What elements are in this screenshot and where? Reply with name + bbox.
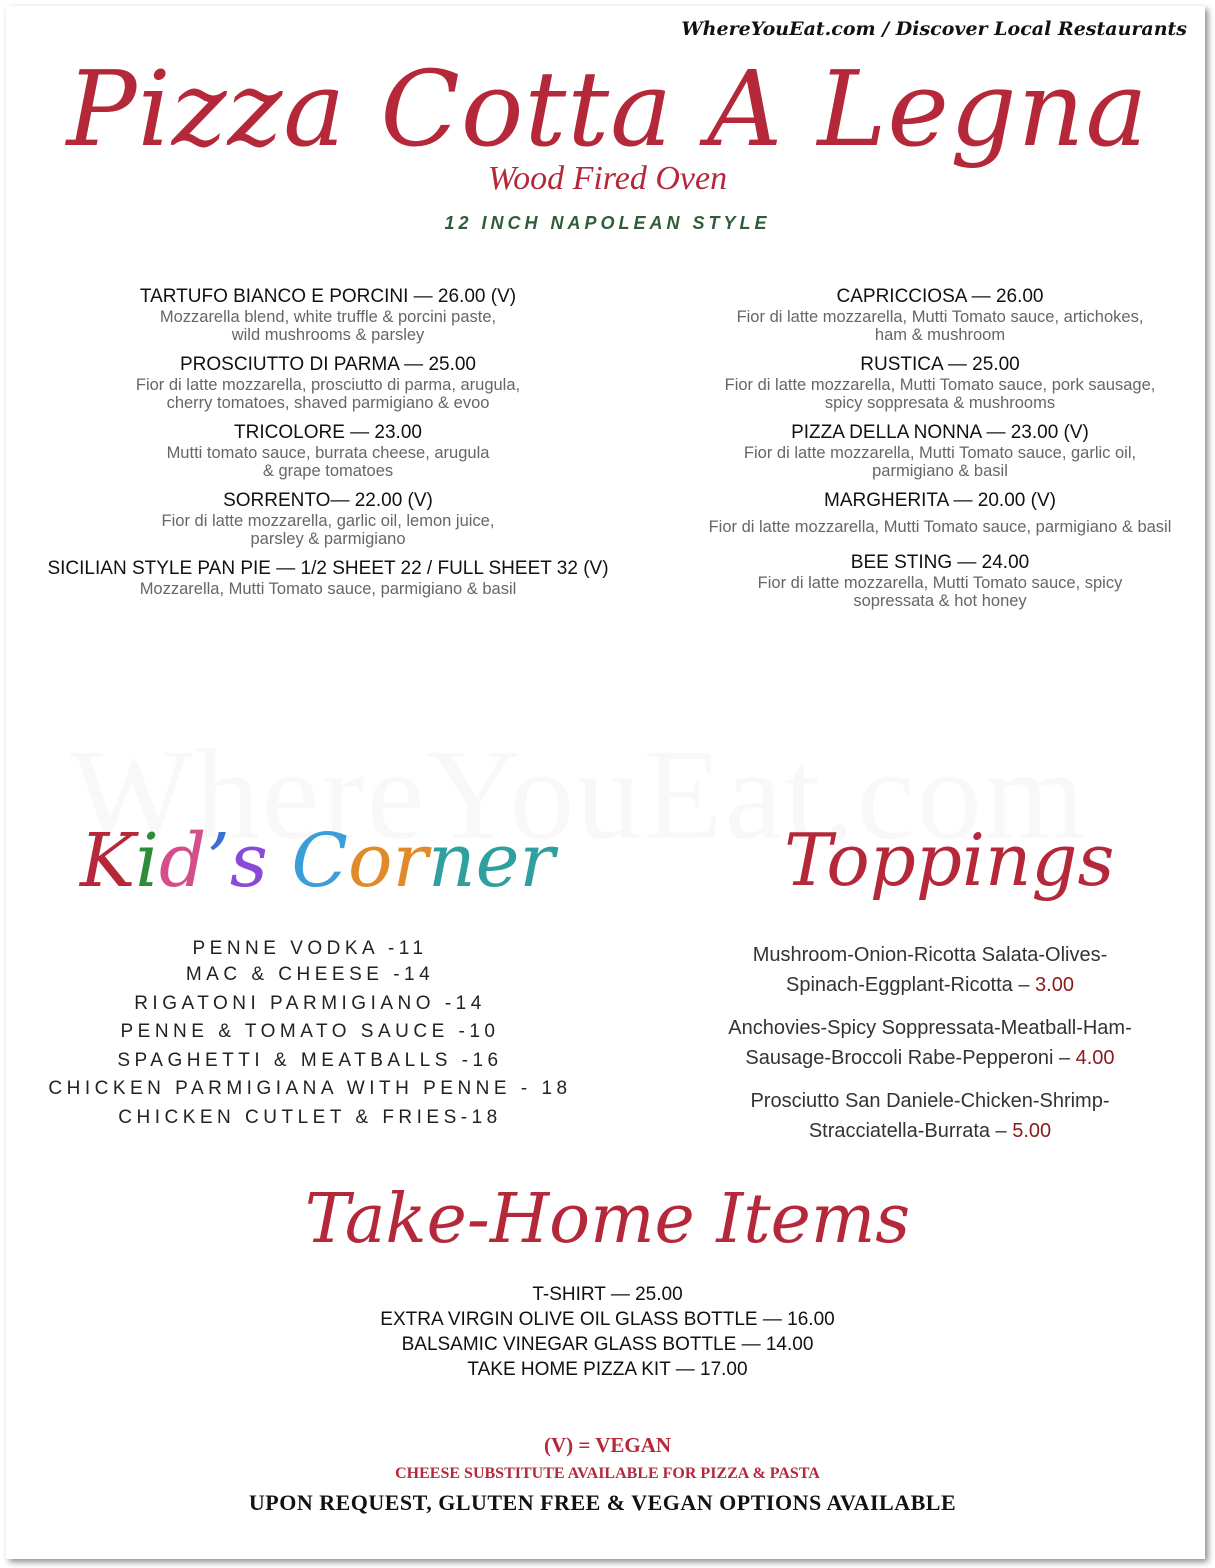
take-home-item: BALSAMIC VINEGAR GLASS BOTTLE — 14.00 xyxy=(401,1334,814,1355)
pizza-item xyxy=(670,354,1210,412)
pizza-desc: Fior di latte mozzarella, Mutti Tomato sauce, garlic oil, xyxy=(743,444,1137,462)
pizza-name: BEE STING — 24.00 xyxy=(850,552,1030,573)
pizza-desc: parmigiano & basil xyxy=(872,462,1008,480)
take-home-item: T-SHIRT — 25.00 xyxy=(532,1284,683,1305)
title-letter: s xyxy=(229,818,268,904)
topping-line xyxy=(690,970,1170,1000)
kids-item: CHICKEN CUTLET & FRIES-18 xyxy=(118,1106,502,1128)
topping-line-text: Spinach-Eggplant-Ricotta – xyxy=(786,974,1036,996)
pizza-name: PROSCIUTTO DI PARMA — 25.00 xyxy=(180,354,476,375)
pizza-desc: Fior di latte mozzarella, Mutti Tomato sauce, artichokes, xyxy=(736,308,1144,326)
topping-line: Prosciutto San Daniele-Chicken-Shrimp- xyxy=(750,1090,1110,1112)
topping-price: 5.00 xyxy=(1012,1120,1052,1142)
topping-line xyxy=(690,1043,1170,1073)
kids-item: MAC & CHEESE -14 xyxy=(185,964,435,985)
pizza-desc: Mutti tomato sauce, burrata cheese, arugula xyxy=(166,444,490,462)
kids-item: RIGATONI PARMIGIANO -14 xyxy=(134,992,486,1014)
pizza-name: SORRENTO— 22.00 (V) xyxy=(223,490,433,511)
pizza-item xyxy=(670,552,1210,610)
pizza-name: TARTUFO BIANCO E PORCINI — 26.00 (V) xyxy=(139,286,517,307)
title-letter: or xyxy=(348,818,428,904)
kids-item: CHICKEN PARMIGIANA WITH PENNE - 18 xyxy=(48,1078,572,1099)
topping-group xyxy=(690,940,1170,1000)
gluten-free-note: UPON REQUEST, GLUTEN FREE & VEGAN OPTIONS AVAILABLE xyxy=(248,1490,957,1515)
pizza-desc: Fior di latte mozzarella, garlic oil, lemon juice, xyxy=(161,512,495,530)
kids-item: SPAGHETTI & MEATBALLS -16 xyxy=(117,1049,503,1071)
pizza-desc: Mozzarella blend, white truffle & porcini paste, xyxy=(159,308,497,326)
pizza-desc: ham & mushroom xyxy=(874,326,1006,344)
pizza-style-line: 12 INCH NAPOLEAN STYLE xyxy=(444,213,771,233)
kids-item: PENNE & TOMATO SAUCE -10 xyxy=(120,1021,500,1042)
pizza-column-right xyxy=(670,286,1210,620)
pizza-desc: sopressata & hot honey xyxy=(853,592,1027,610)
pizza-item xyxy=(28,354,628,412)
pizza-desc: & grape tomatoes xyxy=(262,462,394,480)
pizza-desc: Fior di latte mozzarella, prosciutto di parma, arugula, xyxy=(135,376,521,394)
pizza-item xyxy=(28,286,628,344)
take-home-item: TAKE HOME PIZZA KIT — 17.00 xyxy=(467,1359,748,1380)
topping-line: Mushroom-Onion-Ricotta Salata-Olives- xyxy=(752,944,1108,966)
title-letter: K xyxy=(80,818,136,904)
pizza-item xyxy=(28,558,628,598)
pizza-column-left xyxy=(28,286,628,608)
pizza-name: PIZZA DELLA NONNA — 23.00 (V) xyxy=(791,422,1089,443)
kids-menu-list xyxy=(40,936,580,1132)
kids-item: PENNE VODKA -11 xyxy=(192,938,428,959)
topping-line xyxy=(690,1116,1170,1146)
topping-line-text: Stracciatella-Burrata – xyxy=(808,1120,1013,1142)
title-letter: ner xyxy=(427,818,555,904)
pizza-item xyxy=(28,422,628,480)
topping-price: 3.00 xyxy=(1035,974,1074,996)
cheese-substitute-note: CHEESE SUBSTITUTE AVAILABLE FOR PIZZA & PASTA xyxy=(395,1465,820,1482)
toppings-title: Toppings xyxy=(784,818,1115,902)
topping-group xyxy=(690,1013,1170,1073)
pizza-name: RUSTICA — 25.00 xyxy=(860,354,1020,375)
pizza-name: MARGHERITA — 20.00 (V) xyxy=(824,490,1056,511)
pizza-item xyxy=(670,422,1210,480)
topping-group xyxy=(690,1086,1170,1146)
pizza-desc: parsley & parmigiano xyxy=(250,530,406,548)
topping-line: Anchovies-Spicy Soppressata-Meatball-Ham- xyxy=(728,1017,1132,1039)
restaurant-subtitle: Wood Fired Oven xyxy=(487,160,728,197)
pizza-name: CAPRICCIOSA — 26.00 xyxy=(836,286,1044,307)
site-banner[interactable]: WhereYouEat.com / Discover Local Restaurants xyxy=(681,18,1187,40)
title-letter: C xyxy=(267,818,349,904)
pizza-item xyxy=(670,490,1210,536)
take-home-title: Take-Home Items xyxy=(304,1180,911,1259)
kids-corner-title xyxy=(80,818,555,904)
pizza-name: SICILIAN STYLE PAN PIE — 1/2 SHEET 22 / FULL SHEET 32 (V) xyxy=(47,558,609,579)
pizza-desc: Fior di latte mozzarella, Mutti Tomato sauce, spicy xyxy=(757,574,1123,592)
pizza-desc: Fior di latte mozzarella, Mutti Tomato sauce, pork sausage, xyxy=(724,376,1156,394)
pizza-item xyxy=(28,490,628,548)
toppings-list xyxy=(690,940,1170,1159)
pizza-desc: spicy soppresata & mushrooms xyxy=(824,394,1056,412)
topping-price: 4.00 xyxy=(1075,1047,1115,1069)
title-letter: i xyxy=(135,818,159,904)
restaurant-title: Pizza Cotta A Legna xyxy=(66,48,1149,170)
pizza-desc: Mozzarella, Mutti Tomato sauce, parmigiano & basil xyxy=(139,580,517,598)
pizza-desc: wild mushrooms & parsley xyxy=(231,326,425,344)
pizza-item xyxy=(670,286,1210,344)
take-home-item: EXTRA VIRGIN OLIVE OIL GLASS BOTTLE — 16.00 xyxy=(380,1309,835,1330)
topping-line-text: Sausage-Broccoli Rabe-Pepperoni – xyxy=(745,1047,1076,1069)
pizza-name: TRICOLORE — 23.00 xyxy=(234,422,422,443)
pizza-desc: cherry tomatoes, shaved parmigiano & evoo xyxy=(166,394,490,412)
vegan-note: (V) = VEGAN xyxy=(543,1433,672,1457)
pizza-desc: Fior di latte mozzarella, Mutti Tomato sauce, parmigiano & basil xyxy=(708,518,1172,536)
title-letter: d xyxy=(158,818,207,904)
title-letter: ’ xyxy=(206,818,230,904)
take-home-list xyxy=(0,1282,1215,1382)
